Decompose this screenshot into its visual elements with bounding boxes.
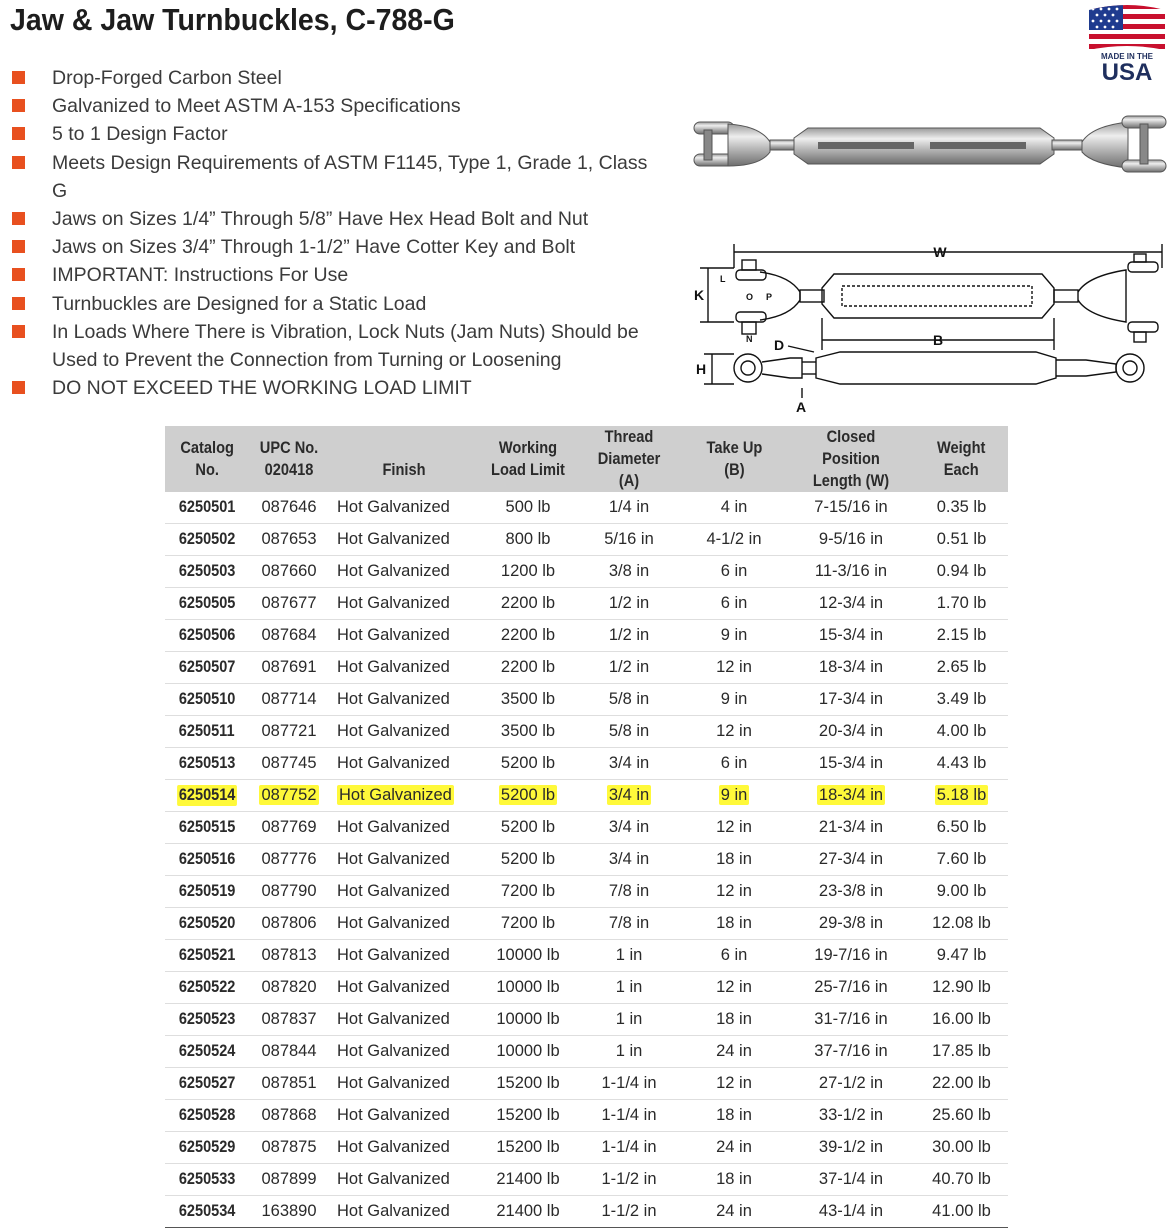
cell-weight: 2.15 lb <box>915 620 1008 652</box>
feature-item: IMPORTANT: Instructions For Use <box>10 261 672 289</box>
cell-catalog: 6250527 <box>165 1068 249 1100</box>
square-bullet-icon <box>12 240 25 253</box>
cell-catalog: 6250533 <box>165 1164 249 1196</box>
cell-weight: 1.70 lb <box>915 588 1008 620</box>
table-row <box>165 844 1008 876</box>
cell-upc: 087684 <box>249 620 329 652</box>
cell-upc: 087820 <box>249 972 329 1004</box>
table-row <box>165 684 1008 716</box>
cell-catalog: 6250515 <box>165 812 249 844</box>
cell-take-up: 18 in <box>681 844 787 876</box>
cell-weight: 17.85 lb <box>915 1036 1008 1068</box>
cell-thread-diameter: 3/4 in <box>577 748 681 780</box>
cell-upc: 087691 <box>249 652 329 684</box>
cell-upc: 087677 <box>249 588 329 620</box>
cell-take-up: 12 in <box>681 1068 787 1100</box>
cell-finish: Hot Galvanized <box>329 524 479 556</box>
cell-weight: 41.00 lb <box>915 1196 1008 1228</box>
table-row <box>165 812 1008 844</box>
cell-working-load-limit: 7200 lb <box>479 908 577 940</box>
table-row <box>165 908 1008 940</box>
cell-working-load-limit: 2200 lb <box>479 588 577 620</box>
feature-item: Jaws on Sizes 1/4” Through 5/8” Have Hex Head Bolt and Nut <box>10 205 672 233</box>
feature-item: Meets Design Requirements of ASTM F1145, Type 1, Grade 1, Class G <box>10 149 652 205</box>
cell-working-load-limit: 5200 lb <box>479 748 577 780</box>
cell-catalog: 6250502 <box>165 524 249 556</box>
cell-closed-length: 18-3/4 in <box>787 780 915 812</box>
cell-working-load-limit: 15200 lb <box>479 1068 577 1100</box>
cell-closed-length: 29-3/8 in <box>787 908 915 940</box>
cell-thread-diameter: 5/8 in <box>577 684 681 716</box>
feature-item: Turnbuckles are Designed for a Static Load <box>10 290 672 318</box>
cell-take-up: 6 in <box>681 748 787 780</box>
cell-upc: 087714 <box>249 684 329 716</box>
table-row <box>165 556 1008 588</box>
header-catalog: Catalog No. <box>165 426 249 492</box>
table-row <box>165 492 1008 524</box>
spec-table-body <box>165 492 1008 1228</box>
spec-table <box>165 426 1008 1228</box>
cell-weight: 6.50 lb <box>915 812 1008 844</box>
cell-closed-length: 23-3/8 in <box>787 876 915 908</box>
cell-working-load-limit: 500 lb <box>479 492 577 524</box>
made-in-usa-badge <box>1087 4 1167 82</box>
cell-take-up: 4-1/2 in <box>681 524 787 556</box>
cell-catalog: 6250503 <box>165 556 249 588</box>
cell-weight: 3.49 lb <box>915 684 1008 716</box>
us-flag-icon <box>1087 4 1167 54</box>
cell-upc: 087752 <box>249 780 329 812</box>
cell-upc: 087868 <box>249 1100 329 1132</box>
cell-catalog: 6250534 <box>165 1196 249 1228</box>
cell-weight: 9.47 lb <box>915 940 1008 972</box>
table-row <box>165 524 1008 556</box>
label-l: L <box>720 274 726 284</box>
cell-take-up: 24 in <box>681 1196 787 1228</box>
cell-finish: Hot Galvanized <box>329 556 479 588</box>
cell-catalog: 6250511 <box>165 716 249 748</box>
cell-closed-length: 21-3/4 in <box>787 812 915 844</box>
square-bullet-icon <box>12 297 25 310</box>
label-h: H <box>696 361 707 377</box>
cell-working-load-limit: 15200 lb <box>479 1100 577 1132</box>
cell-weight: 16.00 lb <box>915 1004 1008 1036</box>
label-d: D <box>774 337 785 353</box>
square-bullet-icon <box>12 212 25 225</box>
cell-take-up: 6 in <box>681 556 787 588</box>
cell-take-up: 18 in <box>681 1164 787 1196</box>
cell-working-load-limit: 5200 lb <box>479 780 577 812</box>
table-row <box>165 716 1008 748</box>
cell-upc: 087875 <box>249 1132 329 1164</box>
header-take-up: Take Up (B) <box>681 426 787 492</box>
label-k: K <box>694 287 705 303</box>
cell-catalog: 6250520 <box>165 908 249 940</box>
cell-working-load-limit: 15200 lb <box>479 1132 577 1164</box>
cell-upc: 087769 <box>249 812 329 844</box>
cell-finish: Hot Galvanized <box>329 716 479 748</box>
cell-thread-diameter: 5/8 in <box>577 716 681 748</box>
cell-thread-diameter: 7/8 in <box>577 908 681 940</box>
header-weight: Weight Each <box>915 426 1008 492</box>
cell-thread-diameter: 1-1/2 in <box>577 1164 681 1196</box>
cell-working-load-limit: 10000 lb <box>479 972 577 1004</box>
square-bullet-icon <box>12 71 25 84</box>
table-row <box>165 972 1008 1004</box>
badge-usa-text: USA <box>1101 59 1153 82</box>
cell-take-up: 12 in <box>681 972 787 1004</box>
cell-catalog: 6250507 <box>165 652 249 684</box>
header-finish: Finish <box>329 426 479 492</box>
cell-weight: 5.18 lb <box>915 780 1008 812</box>
cell-thread-diameter: 1/4 in <box>577 492 681 524</box>
cell-closed-length: 12-3/4 in <box>787 588 915 620</box>
cell-working-load-limit: 5200 lb <box>479 844 577 876</box>
cell-thread-diameter: 1 in <box>577 1036 681 1068</box>
cell-closed-length: 9-5/16 in <box>787 524 915 556</box>
cell-finish: Hot Galvanized <box>329 780 479 812</box>
cell-closed-length: 15-3/4 in <box>787 620 915 652</box>
table-row <box>165 1004 1008 1036</box>
cell-closed-length: 15-3/4 in <box>787 748 915 780</box>
cell-thread-diameter: 1 in <box>577 940 681 972</box>
cell-take-up: 9 in <box>681 684 787 716</box>
cell-finish: Hot Galvanized <box>329 748 479 780</box>
cell-closed-length: 31-7/16 in <box>787 1004 915 1036</box>
cell-weight: 7.60 lb <box>915 844 1008 876</box>
cell-catalog: 6250521 <box>165 940 249 972</box>
cell-closed-length: 25-7/16 in <box>787 972 915 1004</box>
cell-closed-length: 7-15/16 in <box>787 492 915 524</box>
cell-thread-diameter: 3/4 in <box>577 780 681 812</box>
cell-closed-length: 39-1/2 in <box>787 1132 915 1164</box>
cell-thread-diameter: 1/2 in <box>577 588 681 620</box>
cell-finish: Hot Galvanized <box>329 876 479 908</box>
cell-finish: Hot Galvanized <box>329 812 479 844</box>
cell-weight: 12.08 lb <box>915 908 1008 940</box>
cell-catalog: 6250514 <box>165 780 249 812</box>
cell-closed-length: 27-3/4 in <box>787 844 915 876</box>
label-o: O <box>746 292 754 302</box>
cell-working-load-limit: 3500 lb <box>479 716 577 748</box>
cell-upc: 087790 <box>249 876 329 908</box>
cell-thread-diameter: 1/2 in <box>577 620 681 652</box>
cell-upc: 163890 <box>249 1196 329 1228</box>
square-bullet-icon <box>12 381 25 394</box>
feature-list <box>10 64 672 402</box>
cell-thread-diameter: 1-1/2 in <box>577 1196 681 1228</box>
header-thread-diameter: Thread Diameter (A) <box>577 426 681 492</box>
cell-take-up: 18 in <box>681 908 787 940</box>
square-bullet-icon <box>12 156 25 169</box>
feature-item: DO NOT EXCEED THE WORKING LOAD LIMIT <box>10 374 672 402</box>
table-row <box>165 1100 1008 1132</box>
cell-take-up: 12 in <box>681 652 787 684</box>
cell-catalog: 6250529 <box>165 1132 249 1164</box>
label-p: P <box>766 292 773 302</box>
cell-weight: 12.90 lb <box>915 972 1008 1004</box>
feature-item: In Loads Where There is Vibration, Lock Nuts (Jam Nuts) Should be Used to Prevent the Connection from Turning or Loosening <box>10 318 672 374</box>
cell-upc: 087660 <box>249 556 329 588</box>
cell-take-up: 12 in <box>681 812 787 844</box>
table-row <box>165 1196 1008 1228</box>
cell-finish: Hot Galvanized <box>329 844 479 876</box>
label-a: A <box>796 399 807 415</box>
cell-closed-length: 33-1/2 in <box>787 1100 915 1132</box>
cell-weight: 0.51 lb <box>915 524 1008 556</box>
cell-working-load-limit: 5200 lb <box>479 812 577 844</box>
table-row <box>165 748 1008 780</box>
cell-finish: Hot Galvanized <box>329 492 479 524</box>
cell-working-load-limit: 21400 lb <box>479 1196 577 1228</box>
cell-working-load-limit: 1200 lb <box>479 556 577 588</box>
cell-weight: 4.00 lb <box>915 716 1008 748</box>
cell-weight: 9.00 lb <box>915 876 1008 908</box>
cell-thread-diameter: 1/2 in <box>577 652 681 684</box>
header-upc: UPC No. 020418 <box>249 426 329 492</box>
cell-take-up: 4 in <box>681 492 787 524</box>
cell-finish: Hot Galvanized <box>329 588 479 620</box>
header-closed-length: Closed Position Length (W) <box>787 426 915 492</box>
label-n: N <box>746 334 753 344</box>
cell-thread-diameter: 3/8 in <box>577 556 681 588</box>
cell-closed-length: 43-1/4 in <box>787 1196 915 1228</box>
cell-upc: 087646 <box>249 492 329 524</box>
table-row <box>165 876 1008 908</box>
cell-finish: Hot Galvanized <box>329 1036 479 1068</box>
cell-weight: 2.65 lb <box>915 652 1008 684</box>
table-row <box>165 1164 1008 1196</box>
cell-take-up: 24 in <box>681 1036 787 1068</box>
cell-take-up: 12 in <box>681 716 787 748</box>
feature-item: Jaws on Sizes 3/4” Through 1-1/2” Have Cotter Key and Bolt <box>10 233 672 261</box>
cell-closed-length: 37-7/16 in <box>787 1036 915 1068</box>
cell-upc: 087813 <box>249 940 329 972</box>
cell-thread-diameter: 1 in <box>577 1004 681 1036</box>
square-bullet-icon <box>12 268 25 281</box>
cell-catalog: 6250522 <box>165 972 249 1004</box>
cell-weight: 25.60 lb <box>915 1100 1008 1132</box>
cell-working-load-limit: 2200 lb <box>479 620 577 652</box>
cell-catalog: 6250528 <box>165 1100 249 1132</box>
cell-upc: 087721 <box>249 716 329 748</box>
cell-catalog: 6250523 <box>165 1004 249 1036</box>
feature-item: 5 to 1 Design Factor <box>10 120 672 148</box>
square-bullet-icon <box>12 325 25 338</box>
cell-thread-diameter: 5/16 in <box>577 524 681 556</box>
cell-weight: 4.43 lb <box>915 748 1008 780</box>
table-row <box>165 620 1008 652</box>
cell-finish: Hot Galvanized <box>329 652 479 684</box>
cell-finish: Hot Galvanized <box>329 972 479 1004</box>
cell-working-load-limit: 10000 lb <box>479 1004 577 1036</box>
badge-made-in-text: MADE IN THE <box>1101 52 1153 61</box>
cell-upc: 087745 <box>249 748 329 780</box>
table-row <box>165 1068 1008 1100</box>
cell-closed-length: 17-3/4 in <box>787 684 915 716</box>
cell-weight: 0.35 lb <box>915 492 1008 524</box>
cell-upc: 087899 <box>249 1164 329 1196</box>
cell-finish: Hot Galvanized <box>329 908 479 940</box>
cell-thread-diameter: 3/4 in <box>577 812 681 844</box>
cell-thread-diameter: 1 in <box>577 972 681 1004</box>
cell-take-up: 9 in <box>681 620 787 652</box>
cell-working-load-limit: 3500 lb <box>479 684 577 716</box>
cell-finish: Hot Galvanized <box>329 1132 479 1164</box>
cell-take-up: 6 in <box>681 940 787 972</box>
cell-finish: Hot Galvanized <box>329 684 479 716</box>
cell-thread-diameter: 1-1/4 in <box>577 1068 681 1100</box>
cell-finish: Hot Galvanized <box>329 940 479 972</box>
cell-catalog: 6250524 <box>165 1036 249 1068</box>
cell-upc: 087653 <box>249 524 329 556</box>
feature-item: Drop-Forged Carbon Steel <box>10 64 672 92</box>
table-row <box>165 652 1008 684</box>
header-working-load-limit: Working Load Limit <box>479 426 577 492</box>
cell-catalog: 6250510 <box>165 684 249 716</box>
cell-catalog: 6250506 <box>165 620 249 652</box>
cell-weight: 0.94 lb <box>915 556 1008 588</box>
cell-upc: 087844 <box>249 1036 329 1068</box>
cell-upc: 087837 <box>249 1004 329 1036</box>
cell-finish: Hot Galvanized <box>329 1068 479 1100</box>
cell-closed-length: 20-3/4 in <box>787 716 915 748</box>
cell-weight: 40.70 lb <box>915 1164 1008 1196</box>
cell-closed-length: 37-1/4 in <box>787 1164 915 1196</box>
cell-take-up: 18 in <box>681 1100 787 1132</box>
cell-working-load-limit: 21400 lb <box>479 1164 577 1196</box>
cell-thread-diameter: 7/8 in <box>577 876 681 908</box>
cell-take-up: 9 in <box>681 780 787 812</box>
cell-closed-length: 11-3/16 in <box>787 556 915 588</box>
cell-catalog: 6250501 <box>165 492 249 524</box>
page-title: Jaw & Jaw Turnbuckles, C-788-G <box>10 2 455 37</box>
cell-finish: Hot Galvanized <box>329 1196 479 1228</box>
square-bullet-icon <box>12 127 25 140</box>
cell-take-up: 12 in <box>681 876 787 908</box>
cell-finish: Hot Galvanized <box>329 1164 479 1196</box>
cell-thread-diameter: 3/4 in <box>577 844 681 876</box>
table-header-row <box>165 426 1008 492</box>
cell-working-load-limit: 800 lb <box>479 524 577 556</box>
table-row <box>165 940 1008 972</box>
cell-closed-length: 27-1/2 in <box>787 1068 915 1100</box>
cell-catalog: 6250516 <box>165 844 249 876</box>
cell-closed-length: 19-7/16 in <box>787 940 915 972</box>
cell-finish: Hot Galvanized <box>329 620 479 652</box>
cell-catalog: 6250519 <box>165 876 249 908</box>
label-b: B <box>932 332 944 348</box>
cell-upc: 087806 <box>249 908 329 940</box>
table-row <box>165 1132 1008 1164</box>
cell-weight: 30.00 lb <box>915 1132 1008 1164</box>
table-row <box>165 780 1008 812</box>
cell-weight: 22.00 lb <box>915 1068 1008 1100</box>
label-w: W <box>933 244 947 260</box>
cell-upc: 087776 <box>249 844 329 876</box>
cell-thread-diameter: 1-1/4 in <box>577 1132 681 1164</box>
cell-closed-length: 18-3/4 in <box>787 652 915 684</box>
cell-take-up: 6 in <box>681 588 787 620</box>
table-row <box>165 1036 1008 1068</box>
square-bullet-icon <box>12 99 25 112</box>
cell-finish: Hot Galvanized <box>329 1004 479 1036</box>
cell-take-up: 24 in <box>681 1132 787 1164</box>
cell-working-load-limit: 2200 lb <box>479 652 577 684</box>
cell-take-up: 18 in <box>681 1004 787 1036</box>
cell-working-load-limit: 7200 lb <box>479 876 577 908</box>
feature-item: Galvanized to Meet ASTM A-153 Specifications <box>10 92 672 120</box>
cell-finish: Hot Galvanized <box>329 1100 479 1132</box>
cell-catalog: 6250505 <box>165 588 249 620</box>
dimension-drawing <box>690 238 1170 416</box>
cell-thread-diameter: 1-1/4 in <box>577 1100 681 1132</box>
cell-catalog: 6250513 <box>165 748 249 780</box>
table-row <box>165 588 1008 620</box>
cell-working-load-limit: 10000 lb <box>479 940 577 972</box>
cell-working-load-limit: 10000 lb <box>479 1036 577 1068</box>
turnbuckle-photo <box>690 112 1170 190</box>
cell-upc: 087851 <box>249 1068 329 1100</box>
